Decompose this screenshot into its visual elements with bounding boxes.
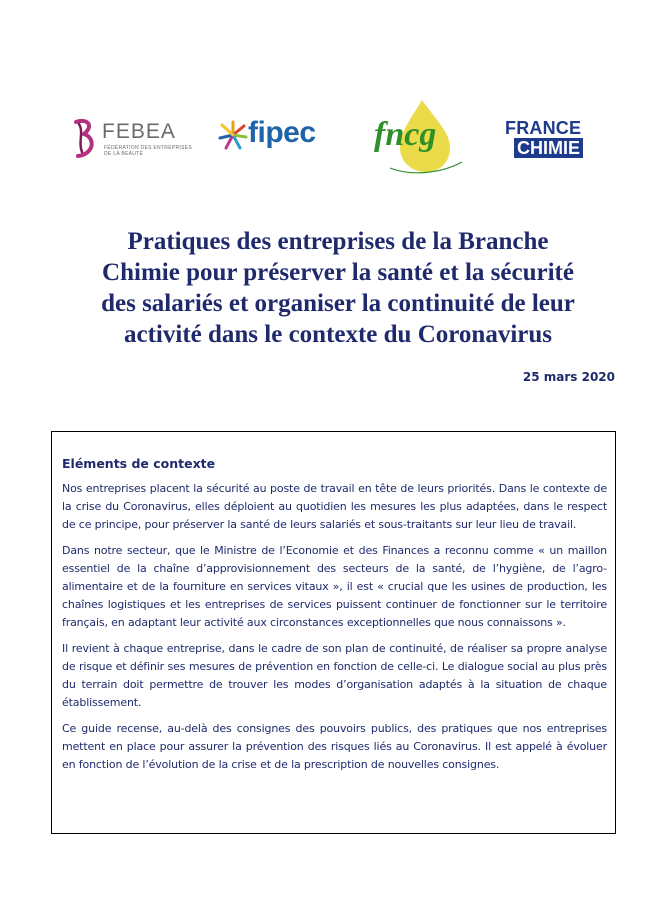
france-chimie-line1: FRANCE — [505, 118, 582, 138]
febea-ribbon-icon — [70, 116, 100, 162]
title-line: Pratiques des entreprises de la Branche — [127, 228, 549, 255]
fipec-wordmark: fipec — [248, 116, 316, 149]
title-line: activité dans le contexte du Coronavirus — [124, 321, 552, 348]
fncg-logo — [370, 98, 470, 176]
context-box — [51, 431, 616, 834]
context-paragraph: Nos entreprises placent la sécurité au poste de travail en tête de leurs priorités. Dans le contexte de la crise du Coronavirus, elles déploient au quotidien les mesures les plus adaptées, dans le respect de ce principe, pour préserver la santé de leurs salariés et sous-traitants sur leur lieu de travail. — [62, 482, 607, 531]
document-date: 25 mars 2020 — [522, 370, 615, 384]
document-title — [60, 226, 616, 350]
fipec-logo — [218, 116, 343, 156]
context-paragraph: Dans notre secteur, que le Ministre de l’Economie et des Finances a reconnu comme « un maillon essentiel de la chaîne d’approvisionnement des secteurs de la santé, de l’hygiène, de l’agro-alimentaire et de la fourniture en services vitaux », il est « crucial que les usines de production, les chaînes logistiques et les entreprises de services puissent continuer de fonctionner sur le territoire français, en adaptant leur activité aux circonstances exceptionnelles que nous connaissons ». — [62, 544, 607, 629]
france-chimie-line2: CHIMIE — [514, 138, 583, 158]
febea-logo — [70, 116, 195, 162]
fncg-wordmark: fncg — [374, 116, 437, 153]
title-line: Chimie pour préserver la santé et la sécurité — [102, 259, 574, 286]
context-paragraph: Ce guide recense, au-delà des consignes des pouvoirs publics, des pratiques que nos entreprises mettent en place pour assurer la prévention des risques liés au Coronavirus. Il est appelé à évoluer en fonction de l’évolution de la crise et de la prescription de nouvelles consignes. — [62, 722, 607, 771]
febea-wordmark: FEBEA — [102, 120, 176, 143]
context-heading: Eléments de contexte — [62, 456, 216, 471]
title-line: des salariés et organiser la continuité de leur — [101, 290, 575, 317]
france-chimie-logo — [505, 118, 589, 164]
febea-subtitle: FÉDÉRATION DES ENTREPRISES DE LA BEAUTÉ — [104, 145, 192, 157]
fipec-star-icon — [218, 120, 248, 150]
logo-row — [0, 98, 671, 178]
context-paragraph: Il revient à chaque entreprise, dans le cadre de son plan de continuité, de réaliser sa propre analyse de risque et définir ses mesures de prévention en fonction de celle-ci. Le dialogue social au plus près du terrain doit permettre de trouver les modes d’organisation adaptés à la situation de chaque établissement. — [62, 642, 607, 709]
